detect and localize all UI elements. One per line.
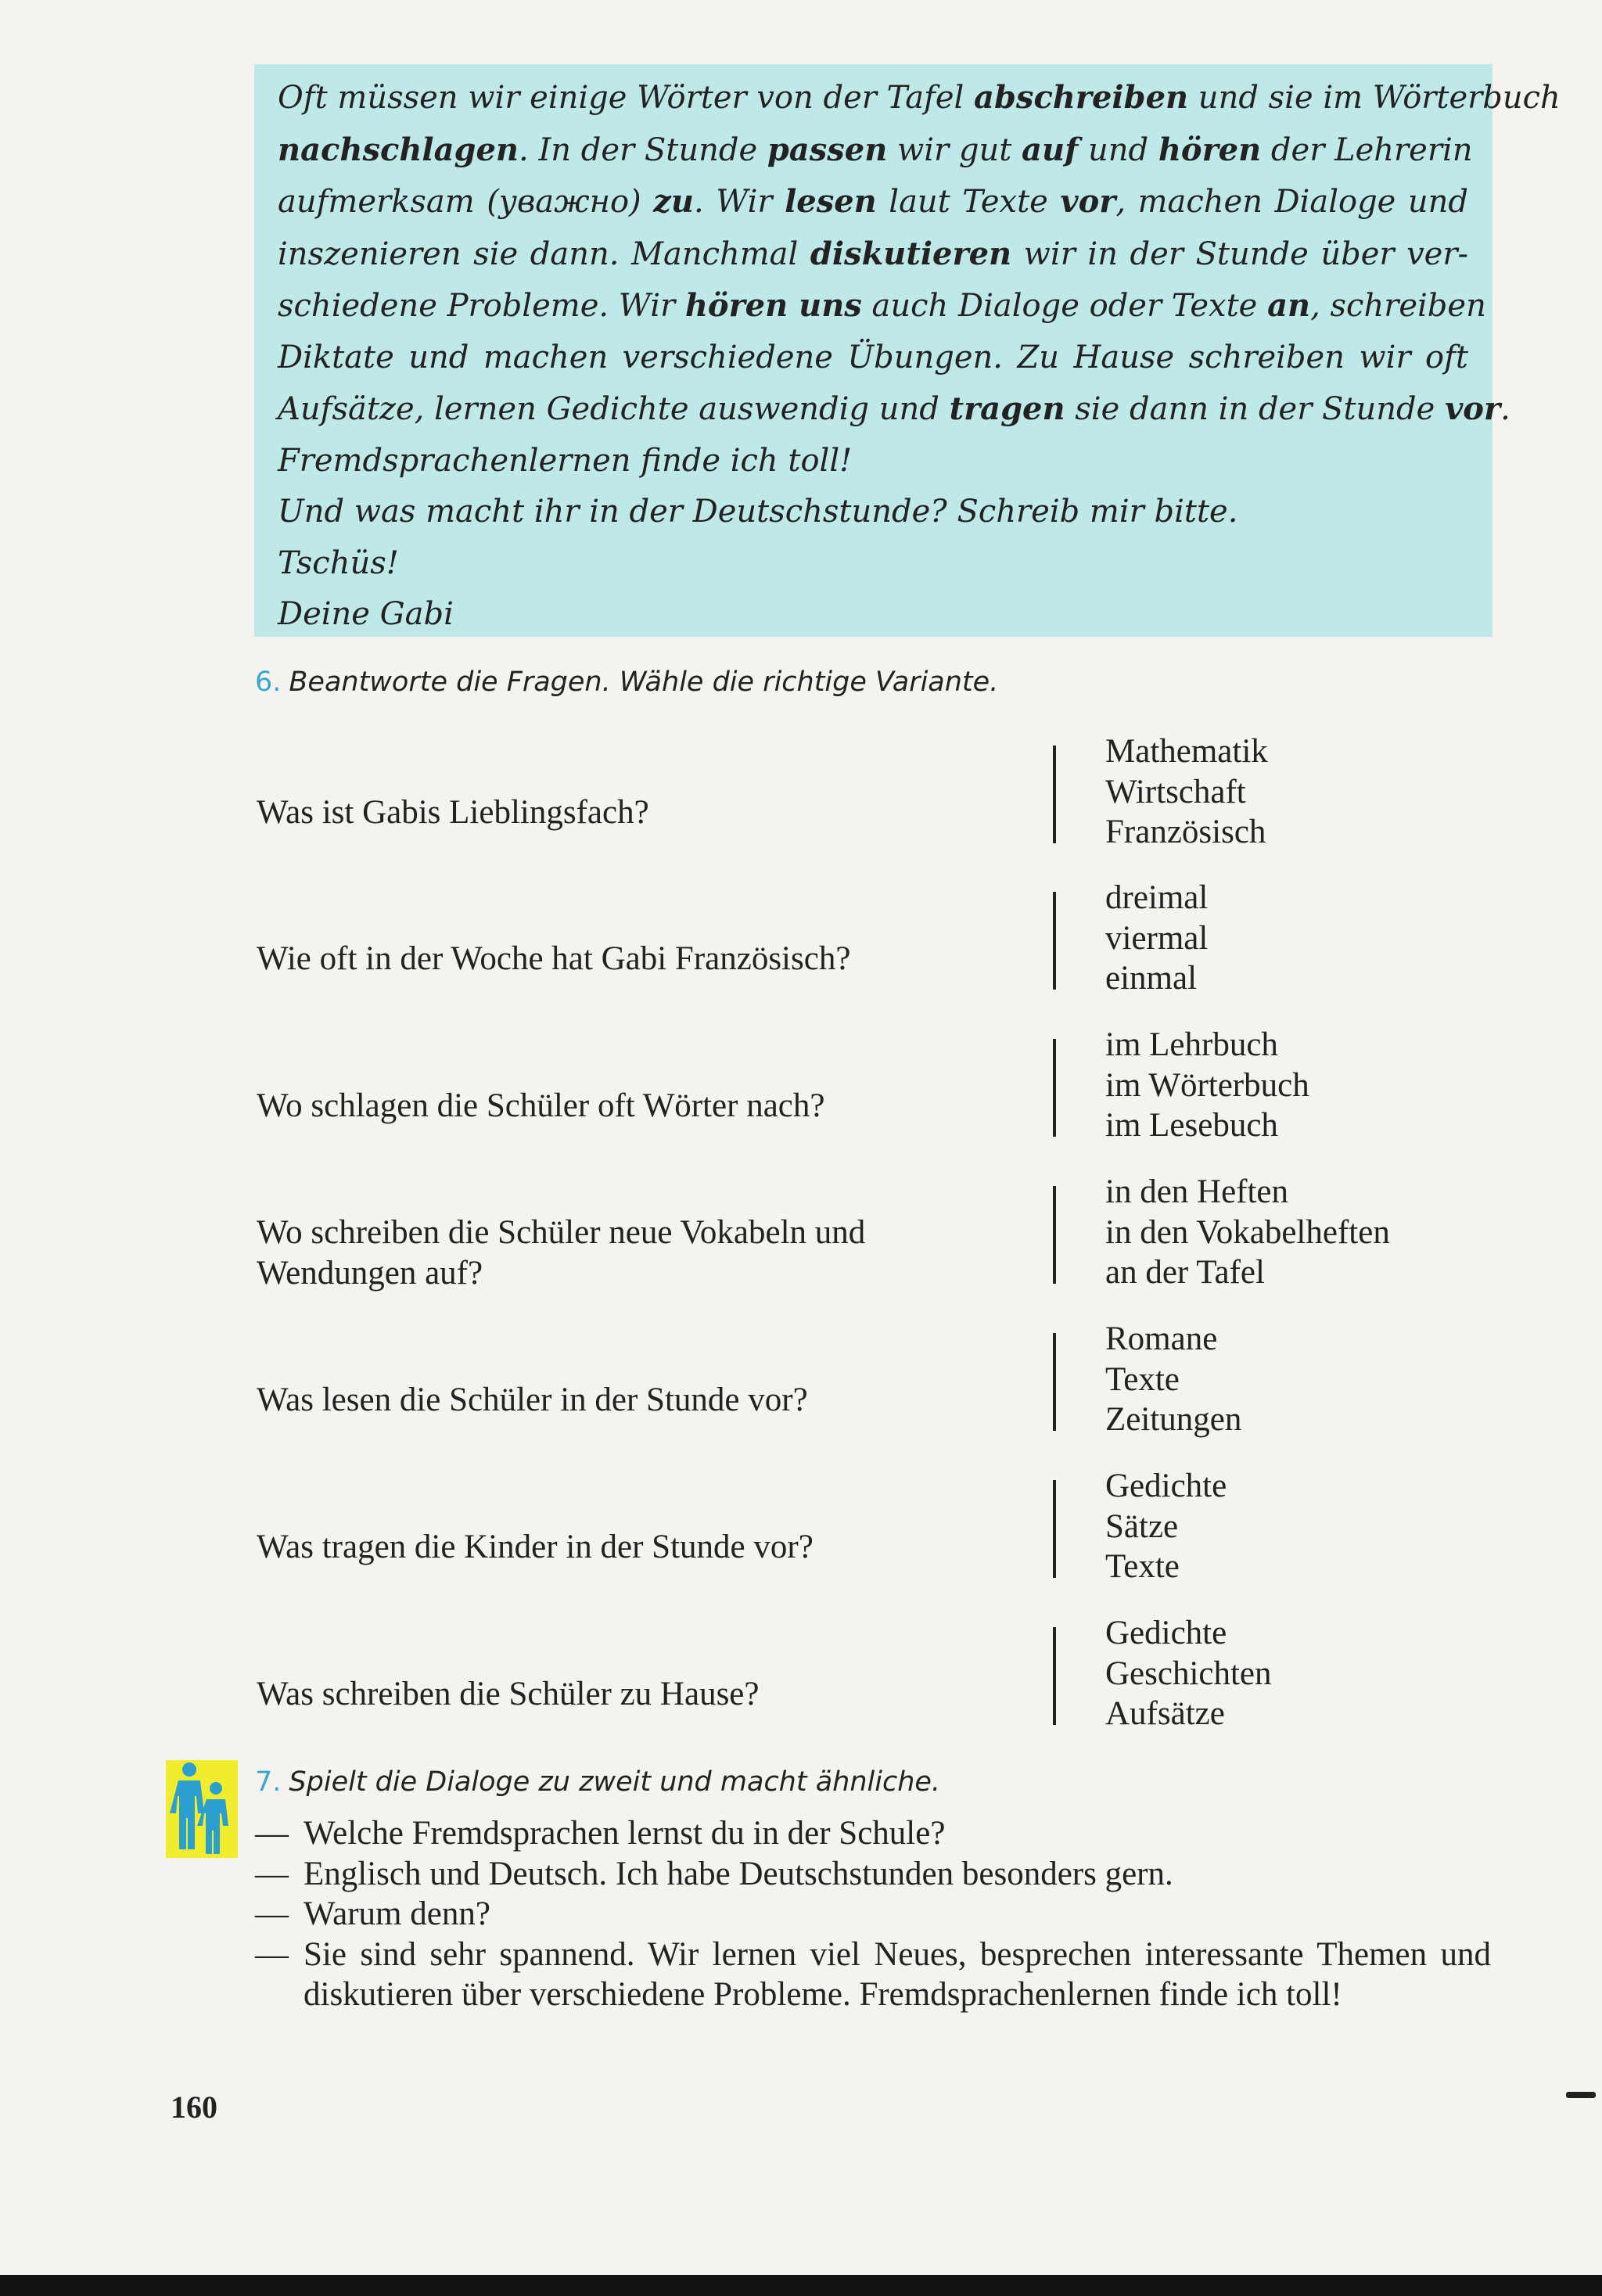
- answer-option[interactable]: in den Heften: [1105, 1173, 1289, 1210]
- question-text: Wie oft in der Woche hat Gabi Französisch?: [257, 940, 851, 977]
- answer-options: [1105, 1025, 1543, 1146]
- letter-text-run: und sie im Wörterbuch: [1188, 80, 1561, 116]
- letter-text-run: Diktate und machen verschiedene Übungen. Zu Hause schreiben wir oft: [278, 339, 1468, 375]
- letter-line: [278, 538, 1468, 590]
- letter-bold-word: vor: [1060, 183, 1116, 220]
- question-text: Was schreiben die Schüler zu Hause?: [257, 1676, 760, 1712]
- question-row: [0, 1172, 1602, 1292]
- letter-text-run: auch Dialoge oder Texte: [861, 288, 1268, 324]
- letter-text-run: .: [1500, 391, 1510, 427]
- question-text: Wo schreiben die Schüler neue Vokabeln und Wendungen auf?: [257, 1214, 866, 1292]
- answer-divider: [1053, 1333, 1056, 1431]
- letter-line: [278, 436, 1468, 487]
- letter-text: [278, 72, 1561, 641]
- letter-bold-word: abschreiben: [974, 79, 1189, 116]
- question-text: Was ist Gabis Lieblingsfach?: [257, 794, 649, 831]
- letter-text-run: Und was macht ihr in der Deutschstunde? Schreib mir bitte.: [278, 494, 1238, 530]
- answer-option[interactable]: im Wörterbuch: [1105, 1066, 1309, 1104]
- dialog-dash: —: [255, 1935, 289, 1973]
- letter-bold-word: tragen: [949, 390, 1065, 427]
- answer-options: [1105, 1613, 1543, 1734]
- letter-bold-word: an: [1267, 287, 1311, 324]
- letter-text-run: . Wir: [693, 184, 785, 220]
- answer-option[interactable]: in den Vokabelheften: [1105, 1213, 1390, 1251]
- pair-work-icon-figures: [166, 1760, 238, 1858]
- letter-text-run: , machen Dialoge und: [1115, 184, 1469, 220]
- exercise-number: 7.: [255, 1766, 282, 1798]
- answer-option[interactable]: im Lehrbuch: [1105, 1026, 1278, 1063]
- letter-line: [278, 176, 1468, 228]
- letter-text-run: . In der Stunde: [519, 131, 767, 168]
- answer-option[interactable]: Zeitungen: [1105, 1401, 1242, 1438]
- dialog-text: Englisch und Deutsch. Ich habe Deutschstunden besonders gern.: [304, 1855, 1173, 1892]
- answer-option[interactable]: Wirtschaft: [1105, 773, 1246, 810]
- answer-option[interactable]: Aufsätze: [1105, 1695, 1225, 1732]
- pair-work-icon: [166, 1760, 238, 1858]
- answer-divider: [1053, 1039, 1056, 1137]
- letter-bold-word: zu: [653, 183, 694, 220]
- answer-divider: [1053, 746, 1056, 843]
- letter-bold-word: vor: [1445, 390, 1501, 427]
- answer-divider: [1053, 1627, 1056, 1725]
- dialog-dash: —: [255, 1815, 289, 1852]
- letter-line: [278, 589, 1468, 641]
- answer-options: [1105, 1319, 1543, 1440]
- margin-mark: [1566, 2092, 1596, 2098]
- exercise-instruction: Beantworte die Fragen. Wähle die richtige Variante.: [289, 667, 999, 698]
- answer-divider: [1053, 1480, 1056, 1578]
- dialog-text: Sie sind sehr spannend. Wir lernen viel Neues, besprechen interessante Themen und diskutieren über verschiedene Probleme. Fremdsprachenlernen finde ich toll!: [304, 1935, 1491, 2013]
- answer-option[interactable]: dreimal: [1105, 879, 1209, 916]
- exercise-number: 6.: [255, 667, 282, 698]
- letter-text-run: wir gut: [887, 131, 1022, 168]
- letter-bold-word: lesen: [785, 183, 877, 220]
- page-number: 160: [171, 2089, 217, 2125]
- answer-options: [1105, 1466, 1543, 1587]
- question-text: Was lesen die Schüler in der Stunde vor?: [257, 1382, 808, 1418]
- answer-option[interactable]: viermal: [1105, 919, 1209, 957]
- answer-divider: [1053, 1186, 1056, 1284]
- dialog-dash: —: [255, 1895, 289, 1932]
- answer-option[interactable]: Gedichte: [1105, 1468, 1227, 1504]
- letter-box: [254, 64, 1561, 637]
- dialog-text: Warum denn?: [304, 1895, 490, 1932]
- answer-option[interactable]: Mathematik: [1105, 733, 1268, 770]
- answer-option[interactable]: Sätze: [1105, 1507, 1179, 1545]
- dialog-dash: —: [255, 1855, 289, 1892]
- answer-option[interactable]: Geschichten: [1105, 1655, 1272, 1692]
- letter-text-run: und: [1078, 131, 1158, 168]
- letter-line: [278, 332, 1468, 384]
- dialog: [255, 1813, 1491, 2015]
- letter-line: [278, 487, 1468, 538]
- answer-divider: [1053, 892, 1056, 990]
- letter-text-run: , schreiben: [1310, 288, 1486, 324]
- question-row: [0, 1319, 1602, 1436]
- letter-bold-word: hören: [1158, 131, 1262, 168]
- letter-bold-word: hören uns: [684, 287, 862, 324]
- dialog-line: [255, 1813, 1491, 1854]
- letter-text-run: Tschüs!: [278, 544, 399, 581]
- question-row: [0, 731, 1602, 849]
- question-text: Wo schlagen die Schüler oft Wörter nach?: [257, 1087, 825, 1124]
- letter-text-run: Aufsätze, lernen Gedichte auswendig und: [278, 391, 950, 427]
- answer-options: [1105, 731, 1543, 853]
- letter-line: [278, 280, 1486, 332]
- letter-bold-word: nachschlagen: [278, 131, 519, 168]
- answer-option[interactable]: an der Tafel: [1105, 1254, 1265, 1291]
- answer-option[interactable]: Texte: [1105, 1360, 1180, 1398]
- letter-text-run: Deine Gabi: [278, 596, 454, 632]
- dialog-line: [255, 1854, 1491, 1895]
- letter-text-run: der Lehrerin: [1261, 131, 1473, 168]
- letter-text-run: wir in der Stunde über ver-: [1011, 235, 1468, 272]
- answer-option[interactable]: Französisch: [1105, 814, 1266, 850]
- answer-option[interactable]: einmal: [1105, 960, 1198, 997]
- letter-line: [278, 72, 1561, 124]
- answer-option[interactable]: Romane: [1105, 1320, 1218, 1357]
- letter-text-run: aufmerksam (уважно): [278, 184, 654, 220]
- answer-options: [1105, 878, 1543, 999]
- letter-bold-word: diskutieren: [810, 235, 1012, 272]
- dialog-line: [255, 1894, 1491, 1935]
- letter-bold-word: passen: [767, 131, 888, 168]
- answer-option[interactable]: Gedichte: [1105, 1615, 1227, 1651]
- letter-line: [278, 124, 1473, 177]
- letter-line: [278, 383, 1510, 436]
- letter-text-run: Fremdsprachenlernen finde ich toll!: [278, 442, 853, 479]
- question-row: [0, 1613, 1602, 1730]
- letter-bold-word: auf: [1022, 131, 1079, 168]
- letter-line: [278, 228, 1468, 281]
- dialog-line: [255, 1935, 1491, 2015]
- dialog-text: Welche Fremdsprachen lernst du in der Schule?: [304, 1815, 946, 1852]
- question-row: [0, 1466, 1602, 1583]
- exercise-6-heading: [255, 667, 998, 698]
- letter-text-run: Oft müssen wir einige Wörter von der Tafel: [278, 80, 975, 116]
- answer-option[interactable]: Texte: [1105, 1548, 1180, 1585]
- letter-text-run: laut Texte: [876, 184, 1061, 220]
- letter-text-run: inszenieren sie dann. Manchmal: [278, 235, 810, 272]
- bottom-edge: [0, 2275, 1602, 2296]
- exercise-instruction: Spielt die Dialoge zu zweit und macht ähnliche.: [289, 1766, 941, 1798]
- question-row: [0, 878, 1602, 995]
- letter-text-run: schiedene Probleme. Wir: [278, 288, 685, 324]
- letter-text-run: sie dann in der Stunde: [1065, 391, 1446, 427]
- question-row: [0, 1025, 1602, 1142]
- question-text: Was tragen die Kinder in der Stunde vor?: [257, 1529, 814, 1565]
- answer-option[interactable]: im Lesebuch: [1105, 1107, 1278, 1144]
- exercise-7-heading: [255, 1766, 940, 1798]
- answer-options: [1105, 1172, 1543, 1293]
